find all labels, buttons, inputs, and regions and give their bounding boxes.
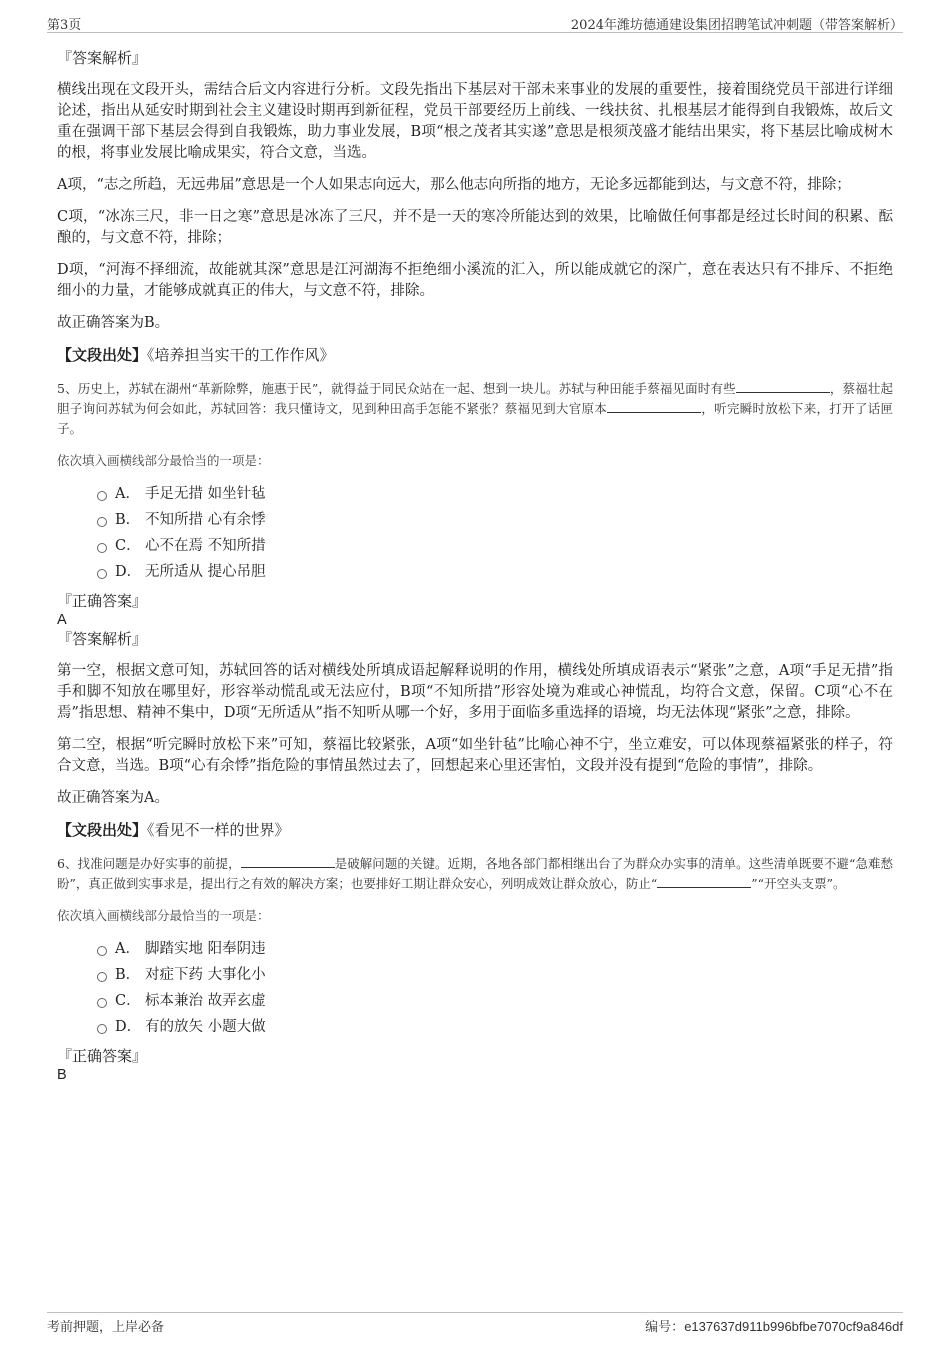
conclusion: 故正确答案为A。 <box>57 790 169 806</box>
source-label: 【文段出处】 <box>57 346 148 364</box>
options-list <box>57 936 893 1040</box>
radio-icon[interactable] <box>97 517 107 527</box>
fill-blank <box>607 400 701 413</box>
answer-label: 『正确答案』 <box>57 1047 148 1065</box>
answer-label: 『正确答案』 <box>57 592 148 610</box>
radio-icon[interactable] <box>97 491 107 501</box>
fill-blank <box>736 380 830 393</box>
document-code: 编号：e137637d911b996bfbe7070cf9a846df <box>645 1319 903 1335</box>
source-title: 《培养担当实干的工作作风》 <box>147 346 335 364</box>
radio-icon[interactable] <box>97 946 107 956</box>
conclusion: 故正确答案为B。 <box>57 315 170 331</box>
fill-blank <box>241 855 335 868</box>
analysis-paragraph: C项，“冰冻三尺，非一日之寒”意思是冰冻了三尺，并不是一天的寒冷所能达到的效果，比喻做任何事都是经过长时间的积累、酝酿的，与文意不符，排除； <box>57 209 893 246</box>
option-a[interactable]: A． 手足无措 如坐针毡 <box>57 481 893 507</box>
analysis-paragraph: 第二空，根据“听完瞬时放松下来”可知，蔡福比较紧张，A项“如坐针毡”比喻心神不宁，坐立难安，可以体现蔡福紧张的样子，符合文意，当选。B项“心有余悸”指危险的事情虽然过去了，回想起来心里还害怕，文段并没有提到“危险的事情”，排除。 <box>57 737 893 774</box>
radio-icon[interactable] <box>97 543 107 553</box>
analysis-paragraph: 横线出现在文段开头，需结合后文内容进行分析。文段先指出下基层对干部未来事业的发展的重要性，接着围绕党员干部进行详细论述，指出从延安时期到社会主义建设时期再到新征程，党员干部要经历上前线、一线扶贫、扎根基层才能得到自我锻炼，故后文重在强调干部下基层会得到自我锻炼，助力事业发展，B项“根之茂者其实遂”意思是根须茂盛才能结出果实，将下基层比喻成树木的根，将事业发展比喻成果实，符合文意，当选。 <box>57 82 893 161</box>
option-d[interactable]: D． 有的放矢 小题大做 <box>57 1014 893 1040</box>
radio-icon[interactable] <box>97 1024 107 1034</box>
page-footer <box>47 1312 903 1335</box>
fill-blank <box>657 875 751 888</box>
page-header <box>47 12 903 33</box>
footer-slogan: 考前押题，上岸必备 <box>47 1320 165 1335</box>
answer-value: B <box>57 1067 67 1083</box>
document-title: 2024年潍坊德通建设集团招聘笔试冲刺题（带答案解析） <box>570 18 903 33</box>
option-b[interactable]: B． 对症下药 大事化小 <box>57 962 893 988</box>
source <box>57 820 893 840</box>
radio-icon[interactable] <box>97 569 107 579</box>
option-b[interactable]: B． 不知所措 心有余悸 <box>57 507 893 533</box>
option-d[interactable]: D． 无所适从 提心吊胆 <box>57 559 893 585</box>
option-c[interactable]: C． 心不在焉 不知所措 <box>57 533 893 559</box>
analysis-paragraph: A项，“志之所趋，无远弗届”意思是一个人如果志向远大，那么他志向所指的地方，无论多远都能到达，与文意不符，排除； <box>57 177 851 193</box>
analysis-paragraph: D项，“河海不择细流，故能就其深”意思是江河湖海不拒绝细小溪流的汇入，所以能成就它的深广，意在表达只有不排斥、不拒绝细小的力量，才能够成就真正的伟大，与文意不符，排除。 <box>57 262 893 299</box>
analysis-label: 『答案解析』 <box>57 49 148 67</box>
radio-icon[interactable] <box>97 972 107 982</box>
instruction: 依次填入画横线部分最恰当的一项是： <box>57 908 270 923</box>
page-number: 第3页 <box>47 18 82 33</box>
analysis-paragraph: 第一空，根据文意可知，苏轼回答的话对横线处所填成语起解释说明的作用，横线处所填成语表示“紧张”之意，A项“手足无措”指手和脚不知放在哪里好，形容举动慌乱或无法应付，B项“不知所措”形容处境为难或心神慌乱，均符合文意，保留。C项“心不在焉”指思想、精神不集中，D项“无所适从”指不知听从哪一个好，多用于面临多重选择的语境，均无法体现“紧张”之意，排除。 <box>57 663 893 721</box>
source-title: 《看见不一样的世界》 <box>147 821 290 839</box>
question-5-stem: 5、历史上，苏轼在湖州“革新除弊，施惠于民”，就得益于同民众站在一起、想到一块儿。苏轼与种田能手蔡福见面时有些 ，蔡福壮起胆子询问苏轼为何会如此，苏轼回答：我只懂诗文，见到种田高手怎能不紧张？蔡福见到大官原本 ，听完瞬时放松下来，打开了话匣子。 <box>57 381 893 436</box>
radio-icon[interactable] <box>97 998 107 1008</box>
option-a[interactable]: A． 脚踏实地 阳奉阴违 <box>57 936 893 962</box>
options-list <box>57 481 893 585</box>
source <box>57 345 893 365</box>
option-c[interactable]: C． 标本兼治 故弄玄虚 <box>57 988 893 1014</box>
source-label: 【文段出处】 <box>57 821 148 839</box>
page-content <box>57 48 893 1084</box>
analysis-label: 『答案解析』 <box>57 630 148 648</box>
instruction: 依次填入画横线部分最恰当的一项是： <box>57 453 270 468</box>
question-6-stem: 6、找准问题是办好实事的前提， 是破解问题的关键。近期，各地各部门都相继出台了为群众办实事的清单。这些清单既要不避“急难愁盼”，真正做到实事求是，提出行之有效的解决方案；也要排好工期让群众安心，列明成效让群众放心，防止“ ”“开空头支票”。 <box>57 856 893 891</box>
answer-value: A <box>57 612 67 628</box>
